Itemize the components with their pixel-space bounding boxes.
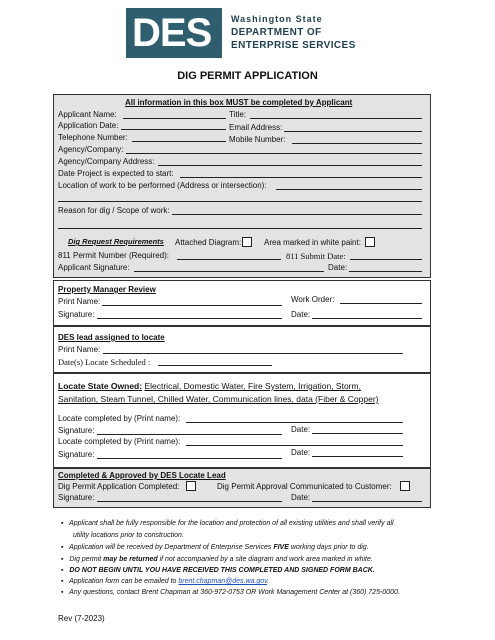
bullet-icon: ▪ <box>61 567 64 574</box>
reason-label: Reason for dig / Scope of work: <box>58 206 170 215</box>
approved-date-label: Date: <box>291 493 311 502</box>
agency-field[interactable] <box>126 153 422 154</box>
bullet-icon: ▪ <box>61 589 64 596</box>
applicant-signature-label: Applicant Signature: <box>58 263 130 272</box>
bullet-icon: ▪ <box>61 556 64 563</box>
agency-address-field[interactable] <box>158 165 422 166</box>
pm-date-label: Date: <box>291 310 311 319</box>
reason-field-continued[interactable] <box>58 228 422 229</box>
note-6: ▪ Any questions, contact Brent Chapman at 360-972-0753 OR Work Management Center at (360) 725-0000. <box>61 589 400 596</box>
locate-signature-1-field[interactable] <box>97 434 282 435</box>
work-order-field[interactable] <box>340 303 422 304</box>
locate-date-2-field[interactable] <box>312 456 403 457</box>
note-4: ▪ DO NOT BEGIN UNTIL YOU HAVE RECEIVED THIS COMPLETED AND SIGNED FORM BACK. <box>61 567 375 574</box>
reason-field[interactable] <box>172 214 422 215</box>
approved-signature-field[interactable] <box>97 501 282 502</box>
permit-number-label: 811 Permit Number (Required): <box>58 251 170 260</box>
logo-line3: ENTERPRISE SERVICES <box>231 40 356 51</box>
applicant-name-label: Applicant Name: <box>58 110 117 119</box>
locate-signature-2-label: Signature: <box>58 450 95 459</box>
pm-signature-label: Signature: <box>58 310 95 319</box>
date-scheduled-field[interactable] <box>158 365 272 366</box>
pm-signature-field[interactable] <box>97 318 282 319</box>
note-5: ▪ Application form can be emailed to brent.chapman@des.wa.gov. <box>61 578 270 585</box>
pm-review-heading: Property Manager Review <box>58 285 156 294</box>
applicant-signature-field[interactable] <box>134 271 324 272</box>
logo-line1: Washington State <box>231 14 323 24</box>
approved-date-field[interactable] <box>312 501 422 502</box>
locate-signature-2-field[interactable] <box>97 458 282 459</box>
submit-date-label: 811 Submit Date: <box>286 251 346 261</box>
mobile-label: Mobile Number: <box>229 135 286 144</box>
telephone-label: Telephone Number: <box>58 133 128 142</box>
telephone-field[interactable] <box>132 141 226 142</box>
application-completed-checkbox[interactable] <box>186 481 196 491</box>
location-field[interactable] <box>276 189 422 190</box>
mobile-field[interactable] <box>292 143 422 144</box>
locate-heading: Locate State Owned: <box>58 381 143 391</box>
application-date-label: Application Date: <box>58 121 119 130</box>
note-1-continued: utility locations prior to construction. <box>73 532 184 539</box>
area-marked-checkbox[interactable] <box>365 237 375 247</box>
approved-signature-label: Signature: <box>58 493 95 502</box>
email-field[interactable] <box>284 131 422 132</box>
approved-heading: Completed & Approved by DES Locate Lead <box>58 471 226 480</box>
agency-label: Agency/Company: <box>58 145 124 154</box>
completed-by-2-label: Locate completed by (Print name): <box>58 437 181 446</box>
note-1: ▪ Applicant shall be fully responsible for the location and protection of all existing utilities and shall verify all <box>61 520 394 527</box>
completed-by-2-field[interactable] <box>186 445 403 446</box>
note-2: ▪ Application will be received by Department of Enterprise Services FIVE working days prior to dig. <box>61 544 369 551</box>
des-lead-print-name-field[interactable] <box>103 353 403 354</box>
applicant-date-label: Date: <box>328 263 348 272</box>
pm-date-field[interactable] <box>312 318 422 319</box>
title-label: Title: <box>229 110 247 119</box>
approval-communicated-checkbox[interactable] <box>400 481 410 491</box>
attached-diagram-label: Attached Diagram: <box>175 238 242 247</box>
location-label: Location of work to be performed (Address or intersection): <box>58 181 267 190</box>
permit-number-field[interactable] <box>177 259 281 260</box>
application-date-field[interactable] <box>121 129 226 130</box>
des-lead-heading: DES lead assigned to locate <box>58 333 165 342</box>
bullet-icon: ▪ <box>61 520 64 527</box>
locate-items-1: Electrical, Domestic Water, Fire System, Irrigation, Storm, <box>144 381 361 391</box>
locate-date-1-field[interactable] <box>312 433 403 434</box>
submit-date-field[interactable] <box>350 259 422 260</box>
pm-print-name-field[interactable] <box>102 305 282 306</box>
attached-diagram-checkbox[interactable] <box>242 237 252 247</box>
requirements-heading: Dig Request Requirements <box>68 237 164 246</box>
start-date-field[interactable] <box>180 177 422 178</box>
locate-date-2-label: Date: <box>291 448 311 457</box>
bullet-icon: ▪ <box>61 578 64 585</box>
applicant-heading: All information in this box MUST be completed by Applicant <box>125 98 353 107</box>
email-link[interactable]: brent.chapman@des.wa.gov <box>178 578 268 585</box>
revision-label: Rev (7-2023) <box>58 614 105 623</box>
area-marked-label: Area marked in white paint: <box>264 238 361 247</box>
agency-address-label: Agency/Company Address: <box>58 157 155 166</box>
locate-signature-1-label: Signature: <box>58 426 95 435</box>
application-completed-label: Dig Permit Application Completed: <box>58 482 180 491</box>
approval-communicated-label: Dig Permit Approval Communicated to Customer: <box>217 482 392 491</box>
location-field-continued[interactable] <box>58 201 422 202</box>
pm-print-name-label: Print Name: <box>58 297 101 306</box>
logo-mark: DES <box>126 8 222 58</box>
applicant-name-field[interactable] <box>123 118 226 119</box>
locate-line1 <box>58 381 361 391</box>
des-lead-print-name-label: Print Name: <box>58 345 101 354</box>
applicant-date-field[interactable] <box>349 271 422 272</box>
locate-date-1-label: Date: <box>291 425 311 434</box>
page-title: DIG PERMIT APPLICATION <box>177 70 318 82</box>
email-label: Email Address: <box>229 123 283 132</box>
start-date-label: Date Project is expected to start: <box>58 169 174 178</box>
title-field[interactable] <box>250 118 422 119</box>
completed-by-1-field[interactable] <box>186 422 403 423</box>
completed-by-1-label: Locate completed by (Print name): <box>58 414 181 423</box>
locate-items-2: Sanitation, Steam Tunnel, Chilled Water, Communication lines, data (Fiber & Copper) <box>58 394 379 404</box>
work-order-label: Work Order: <box>291 295 335 304</box>
date-scheduled-label: Date(s) Locate Scheduled : <box>58 357 151 367</box>
logo-line2: DEPARTMENT OF <box>231 27 322 38</box>
bullet-icon: ▪ <box>61 544 64 551</box>
note-3: ▪ Dig permit may be returned if not accompanied by a site diagram and work area marked in white. <box>61 556 373 563</box>
